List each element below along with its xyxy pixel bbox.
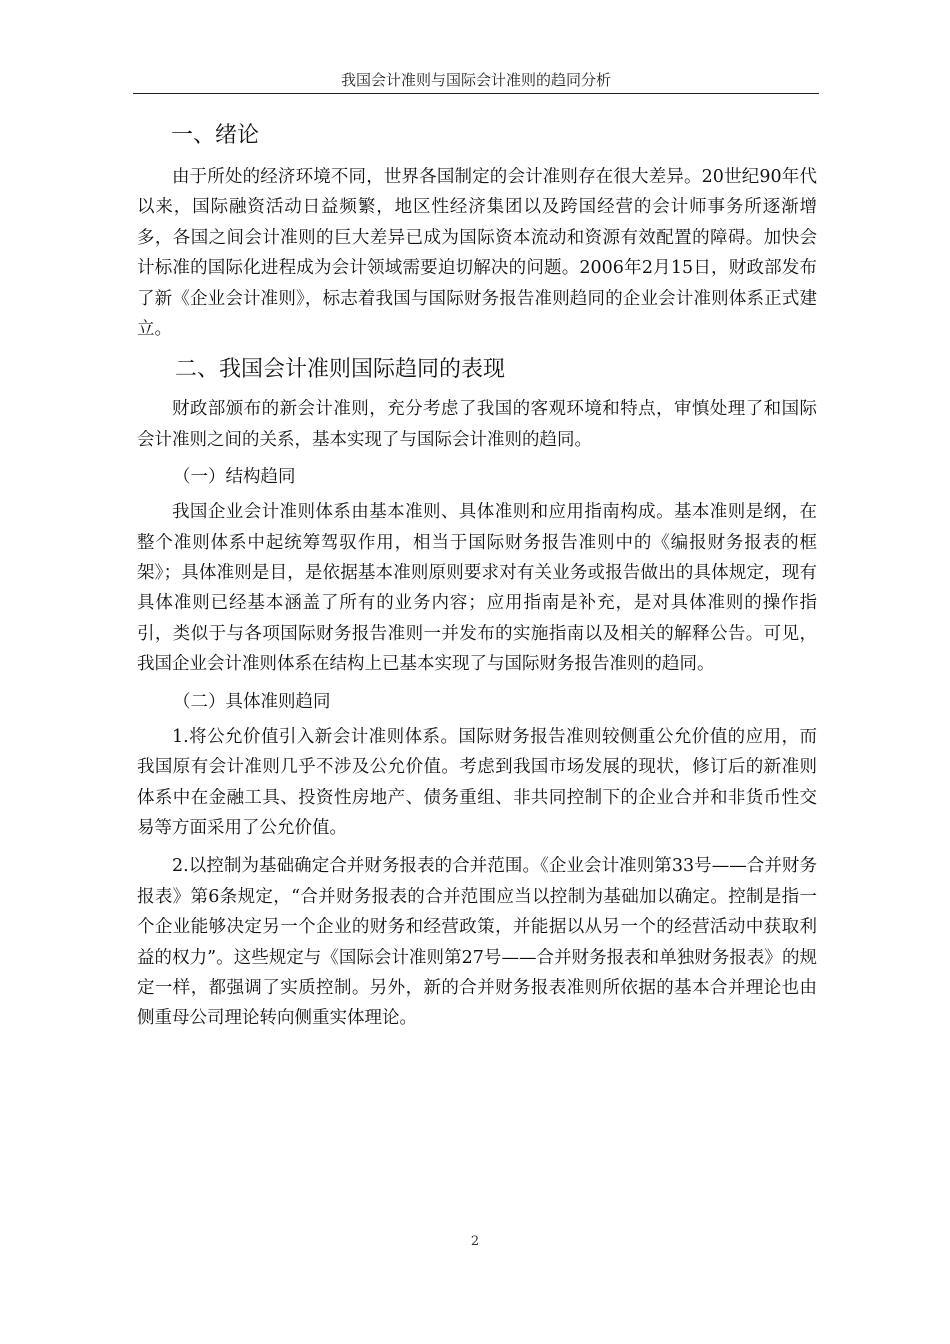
running-header: 我国会计准则与国际会计准则的趋同分析 (340, 71, 611, 89)
paragraph: 财政部颁布的新会计准则，充分考虑了我国的客观环境和特点，审慎处理了和国际会计准则之间的关系，基本实现了与国际会计准则的趋同。 (137, 399, 817, 450)
paragraph: 由于所处的经济环境不同，世界各国制定的会计准则存在很大差异。20世纪90年代以来，国际融资活动日益频繁，地区性经济集团以及跨国经营的会计师事务所逐渐增多，各国之间会计准则的巨大差异已成为国际资本流动和资源有效配置的障碍。加快会计标准的国际化进程成为会计领域需要迫切解决的问题。2006年2月15日，财政部发布了新《企业会计准则》，标志着我国与国际财务报告准则趋同的企业会计准则体系正式建立。 (137, 167, 817, 340)
document-body (137, 118, 817, 1042)
header-rule (133, 93, 819, 94)
subsection-heading-specific-standards: （二）具体准则趋同 (173, 691, 331, 712)
paragraph: 1.将公允价值引入新会计准则体系。国际财务报告准则较侧重公允价值的应用，而我国原有会计准则几乎不涉及公允价值。考虑到我国市场发展的现状，修订后的新准则体系中在金融工具、投资性房地产、债务重组、非共同控制下的企业合并和非货币性交易等方面采用了公允价值。 (137, 726, 817, 838)
section-heading-convergence: 二、我国会计准则国际趋同的表现 (175, 357, 506, 383)
subsection-heading-structure: （一）结构趋同 (173, 467, 296, 488)
paragraph: 我国企业会计准则体系由基本准则、具体准则和应用指南构成。基本准则是纲，在整个准则体系中起统筹驾驭作用，相当于国际财务报告准则中的《编报财务报表的框架》；具体准则是目，是依据基本准则原则要求对有关业务或报告做出的具体规定，现有具体准则已经基本涵盖了所有的业务内容；应用指南是补充，是对具体准则的操作指引，类似于与各项国际财务报告准则一并发布的实施指南以及相关的解释公告。可见，我国企业会计准则体系在结构上已基本实现了与国际财务报告准则的趋同。 (137, 502, 817, 675)
paragraph: 2.以控制为基础确定合并财务报表的合并范围。《企业会计准则第33号——合并财务报表》第6条规定，“合并财务报表的合并范围应当以控制为基础加以确定。控制是指一个企业能够决定另一个企业的财务和经营政策，并能据以从另一个的经营活动中获取利益的权力”。这些规定与《国际会计准则第27号——合并财务报表和单独财务报表》的规定一样，都强调了实质控制。另外，新的合并财务报表准则所依据的基本合并理论也由侧重母公司理论转向侧重实体理论。 (137, 856, 817, 1029)
page-number: 2 (470, 1234, 480, 1249)
section-heading-introduction: 一、绪论 (171, 123, 260, 148)
